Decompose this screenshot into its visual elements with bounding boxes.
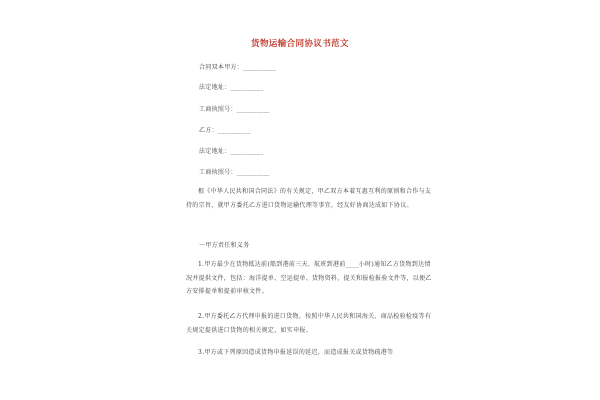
section-heading: 一甲方责任和义务 — [199, 242, 250, 249]
clause-1: 1.甲方最少在货物抵达前(船到港前三天、航班到港前____小时)通知乙方货物到达情况并提供文件，包括：海洋提单、空运提单、货物资料，提关和报检报验文件等，以便乙方安排提单和提前审核文件。 — [186, 261, 432, 296]
document-title: 货物运输合同协议书范文 — [251, 39, 349, 49]
party-b-field: 乙方：__________ — [199, 127, 251, 134]
party-a-address-field: 法定地址：__________ — [199, 84, 264, 91]
party-b-license-field: 工商执照号：__________ — [199, 169, 270, 176]
clause-2: 2.甲方委托乙方代理申报的进口货物，按照中华人民共和国海关、商品检验检疫等有关规定提供进口货物的相关规定，如实申报。 — [186, 313, 432, 334]
party-b-address-field: 法定地址：__________ — [199, 148, 264, 155]
party-a-license-field: 工商执照号：__________ — [199, 106, 270, 113]
intro-paragraph: 根《中华人民共和国合同法》的有关规定，甲乙双方本着互惠互利的原则和合作与支持的宗旨，就甲方委托乙方进口货物运输代理等事宜，经友好协商达成如下协议。 — [186, 188, 432, 209]
party-a-field: 合同双本甲方：__________ — [199, 64, 277, 71]
clause-3: 3.甲方或下列原因造成货物申报延误的延迟，而造成报关或货物疏港等 — [198, 349, 394, 356]
